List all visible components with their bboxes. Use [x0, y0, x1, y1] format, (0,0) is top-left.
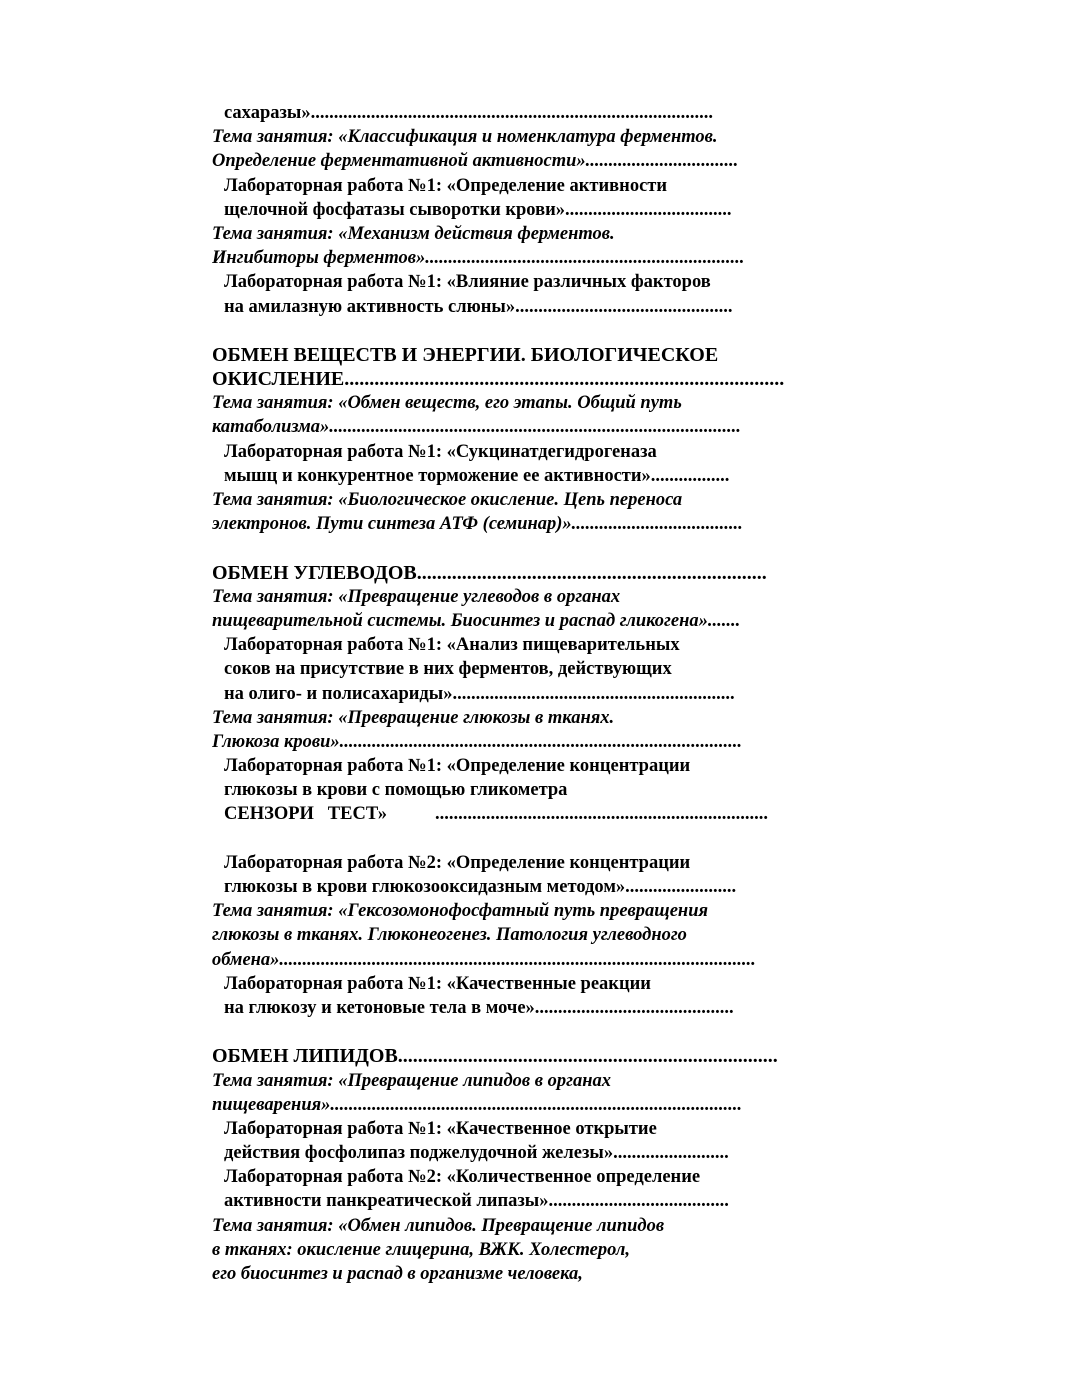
- toc-topic-line: его биосинтез и распад в организме человека,: [212, 1264, 583, 1284]
- toc-lab-line: мышц и конкурентное торможение ее активности».................: [224, 465, 730, 486]
- toc-lab-line: глюкозы в крови с помощью гликометра: [224, 780, 568, 801]
- toc-topic-line: Тема занятия: «Классификация и номенклатура ферментов.: [212, 127, 718, 148]
- toc-lab-line-split: [212, 802, 860, 826]
- toc-leader-dots: ........................................................................: [434, 804, 768, 825]
- toc-lab-line: Лабораторная работа №1: «Определение концентрации: [224, 756, 691, 777]
- toc-lab-line: щелочной фосфатазы сыворотки крови»....................................: [224, 199, 732, 220]
- toc-topic-line: в тканях: окисление глицерина, ВЖК. Холестерол,: [212, 1239, 631, 1260]
- toc-topic-line: пищеварения».........................................................................................: [212, 1094, 743, 1115]
- section-gap: [212, 827, 862, 851]
- toc-topic-line: пищеварительной системы. Биосинтез и распад гликогена».......: [212, 610, 741, 631]
- toc-topic-line: Ингибиторы ферментов».....................................................................: [212, 248, 745, 269]
- toc-topic-line: Тема занятия: «Превращение липидов в органах: [212, 1070, 611, 1091]
- toc-topic-line: Глюкоза крови».......................................................................................: [212, 731, 743, 752]
- toc-lab-line: Лабораторная работа №2: «Определение концентрации: [224, 852, 691, 873]
- section-gap: [212, 319, 862, 343]
- toc-section-heading: ОБМЕН УГЛЕВОДОВ......................................................................: [212, 561, 767, 584]
- toc-lab-line: сахаразы».......................................................................................: [224, 103, 713, 123]
- toc-topic-line: глюкозы в тканях. Глюконеогенез. Патология углеводного: [212, 925, 687, 946]
- toc-lab-line: Лабораторная работа №1: «Качественные реакции: [224, 973, 651, 994]
- toc-topic-line: Тема занятия: «Превращение углеводов в органах: [212, 586, 621, 607]
- toc-lab-line: на амилазную активность слюны»...............................................: [224, 296, 733, 317]
- toc-topic-line: катаболизма».........................................................................................: [212, 417, 741, 438]
- toc-topic-line: Тема занятия: «Обмен веществ, его этапы. Общий путь: [212, 393, 682, 414]
- toc-lab-line: соков на присутствие в них ферментов, действующих: [224, 659, 672, 680]
- toc-section-heading: ОБМЕН ЛИПИДОВ............................................................................: [212, 1045, 778, 1068]
- toc-topic-line: Тема занятия: «Биологическое окисление. Цепь переноса: [212, 490, 683, 510]
- toc-lab-line: Лабораторная работа №1: «Анализ пищеварительных: [224, 635, 680, 656]
- toc-topic-line: Тема занятия: «Механизм действия ферментов.: [212, 223, 615, 244]
- toc-lab-line: Лабораторная работа №1: «Сукцинатдегидрогеназа: [224, 441, 657, 462]
- section-gap: [212, 1020, 862, 1044]
- toc-lab-line: глюкозы в крови глюкозооксидазным методом»........................: [224, 877, 737, 897]
- section-gap: [212, 536, 862, 560]
- table-of-contents: [212, 101, 862, 1286]
- toc-section-heading: ОБМЕН ВЕЩЕСТВ И ЭНЕРГИИ. БИОЛОГИЧЕСКОЕ: [212, 343, 719, 366]
- toc-lab-line: Лабораторная работа №1: «Влияние различных факторов: [224, 272, 711, 293]
- toc-lab-line: Лабораторная работа №1: «Определение активности: [224, 175, 668, 196]
- toc-lab-line: Лабораторная работа №1: «Качественное открытие: [224, 1118, 657, 1139]
- toc-section-heading: ОКИСЛЕНИЕ........................................................................................: [212, 368, 785, 391]
- toc-topic-line: Определение ферментативной активности».................................: [212, 151, 739, 172]
- toc-lab-line: на олиго- и полисахариды».............................................................: [224, 683, 735, 704]
- toc-topic-line: Тема занятия: «Гексозомонофосфатный путь превращения: [212, 901, 709, 922]
- toc-topic-line: Тема занятия: «Превращение глюкозы в тканях.: [212, 707, 615, 728]
- toc-topic-line: электронов. Пути синтеза АТФ (семинар)».....................................: [212, 514, 743, 535]
- toc-lab-line: активности панкреатической липазы».......................................: [224, 1191, 729, 1212]
- toc-lab-line: действия фосфолипаз поджелудочной железы».........................: [224, 1143, 729, 1164]
- toc-topic-line: Тема занятия: «Обмен липидов. Превращение липидов: [212, 1215, 665, 1236]
- toc-lab-line: на глюкозу и кетоновые тела в моче»...........................................: [224, 997, 734, 1018]
- toc-topic-line: обмена».......................................................................................................: [212, 949, 756, 970]
- toc-lab-text: СЕНЗОРИ ТЕСТ»: [224, 804, 387, 825]
- toc-lab-line: Лабораторная работа №2: «Количественное определение: [224, 1167, 701, 1188]
